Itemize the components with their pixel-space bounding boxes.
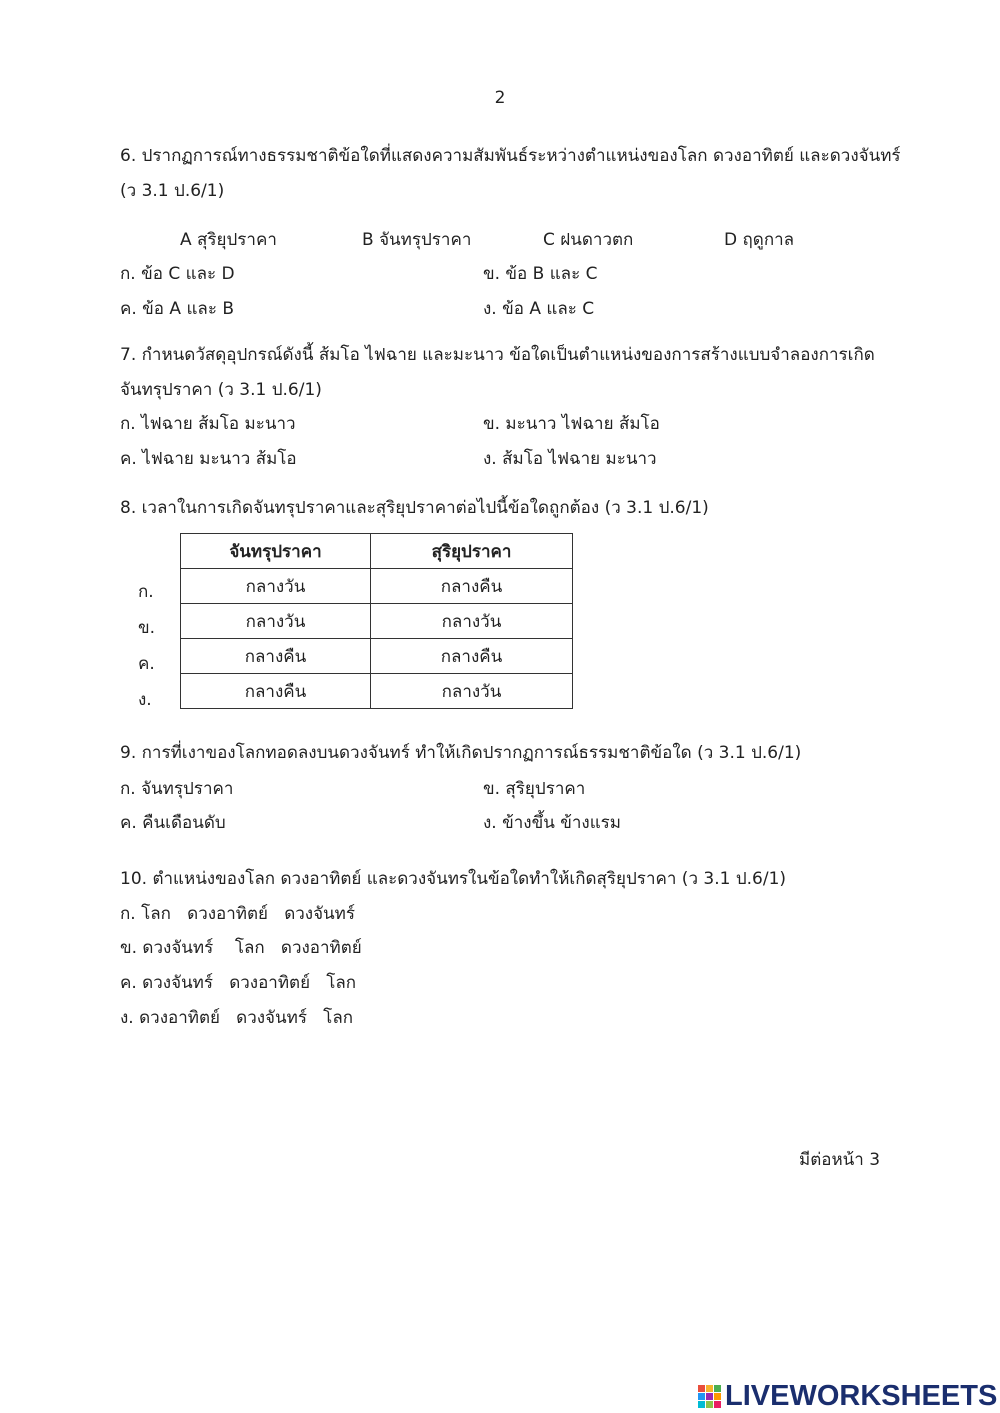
table-cell: กลางคืน [181,639,371,674]
q7-choice-c[interactable]: ค. ไฟฉาย มะนาว ส้มโอ [120,449,297,469]
table-cell: กลางวัน [371,604,573,639]
logo-square [714,1393,721,1400]
q9-choice-d[interactable]: ง. ข้างขึ้น ข้างแรม [483,813,621,833]
logo-square [698,1401,705,1408]
liveworksheets-logo[interactable] [698,1380,997,1413]
q6-item-b: B จันทรุปราคา [362,230,472,250]
logo-square [706,1401,713,1408]
q8-text-line1: 8. เวลาในการเกิดจันทรุปราคาและสุริยุปราคาต่อไปนี้ข้อใดถูกต้อง (ว 3.1 ป.6/1) [120,498,709,518]
q8-answer-table [180,533,573,709]
page-number: 2 [494,88,506,108]
table-header-row [181,534,573,569]
table-cell: กลางวัน [371,674,573,709]
q7-choice-b[interactable]: ข. มะนาว ไฟฉาย ส้มโอ [483,414,660,434]
table-header-solar: สุริยุปราคา [371,534,573,569]
q10-choice-d[interactable]: ง. ดวงอาทิตย์ ดวงจันทร์ โลก [120,1008,354,1028]
q10-choice-a[interactable]: ก. โลก ดวงอาทิตย์ ดวงจันทร์ [120,904,356,924]
table-cell: กลางคืน [371,569,573,604]
table-cell: กลางคืน [181,674,371,709]
q7-text-line2: จันทรุปราคา (ว 3.1 ป.6/1) [120,380,322,400]
q6-item-c: C ฝนดาวตก [543,230,634,250]
q10-choice-b[interactable]: ข. ดวงจันทร์ โลก ดวงอาทิตย์ [120,938,362,958]
q7-choice-a[interactable]: ก. ไฟฉาย ส้มโอ มะนาว [120,414,296,434]
logo-square [706,1385,713,1392]
q6-choice-b[interactable]: ข. ข้อ B และ C [483,264,598,284]
q9-choice-a[interactable]: ก. จันทรุปราคา [120,779,234,799]
q6-text-line1: 6. ปรากฏการณ์ทางธรรมชาติข้อใดที่แสดงความสัมพันธ์ระหว่างตำแหน่งของโลก ดวงอาทิตย์ และดวงจันทร์ [120,146,901,166]
continue-note: มีต่อหน้า 3 [799,1150,881,1170]
logo-square [698,1385,705,1392]
table-header-lunar: จันทรุปราคา [181,534,371,569]
q9-text-line1: 9. การที่เงาของโลกทอดลงบนดวงจันทร์ ทำให้เกิดปรากฏการณ์ธรรมชาติข้อใด (ว 3.1 ป.6/1) [120,743,802,763]
q9-choice-c[interactable]: ค. คืนเดือนดับ [120,813,226,833]
q10-text-line1: 10. ตำแหน่งของโลก ดวงอาทิตย์ และดวงจันทรในข้อใดทำให้เกิดสุริยุปราคา (ว 3.1 ป.6/1) [120,869,787,889]
table-row [181,639,573,674]
q6-choice-d[interactable]: ง. ข้อ A และ C [483,299,595,319]
logo-text: LIVEWORKSHEETS [725,1380,998,1412]
logo-square [714,1385,721,1392]
q9-choice-b[interactable]: ข. สุริยุปราคา [483,779,586,799]
table-cell: กลางวัน [181,569,371,604]
table-cell: กลางคืน [371,639,573,674]
q8-choice-d-label[interactable]: ง. [138,690,152,710]
q6-item-d: D ฤดูกาล [724,230,795,250]
q8-choice-a-label[interactable]: ก. [138,582,154,602]
table-cell: กลางวัน [181,604,371,639]
table-row [181,569,573,604]
logo-square [706,1393,713,1400]
q6-text-line2: (ว 3.1 ป.6/1) [120,181,225,201]
q6-choice-a[interactable]: ก. ข้อ C และ D [120,264,235,284]
q6-item-a: A สุริยุปราคา [180,230,277,250]
logo-icon [698,1385,721,1408]
q7-choice-d[interactable]: ง. ส้มโอ ไฟฉาย มะนาว [483,449,657,469]
table-row [181,674,573,709]
q8-choice-b-label[interactable]: ข. [138,618,156,638]
q6-choice-c[interactable]: ค. ข้อ A และ B [120,299,235,319]
q10-choice-c[interactable]: ค. ดวงจันทร์ ดวงอาทิตย์ โลก [120,973,357,993]
q7-text-line1: 7. กำหนดวัสดุอุปกรณ์ดังนี้ ส้มโอ ไฟฉาย และมะนาว ข้อใดเป็นตำแหน่งของการสร้างแบบจำลองการเกิด [120,345,875,365]
logo-square [714,1401,721,1408]
table-row [181,604,573,639]
q8-choice-c-label[interactable]: ค. [138,654,155,674]
logo-square [698,1393,705,1400]
